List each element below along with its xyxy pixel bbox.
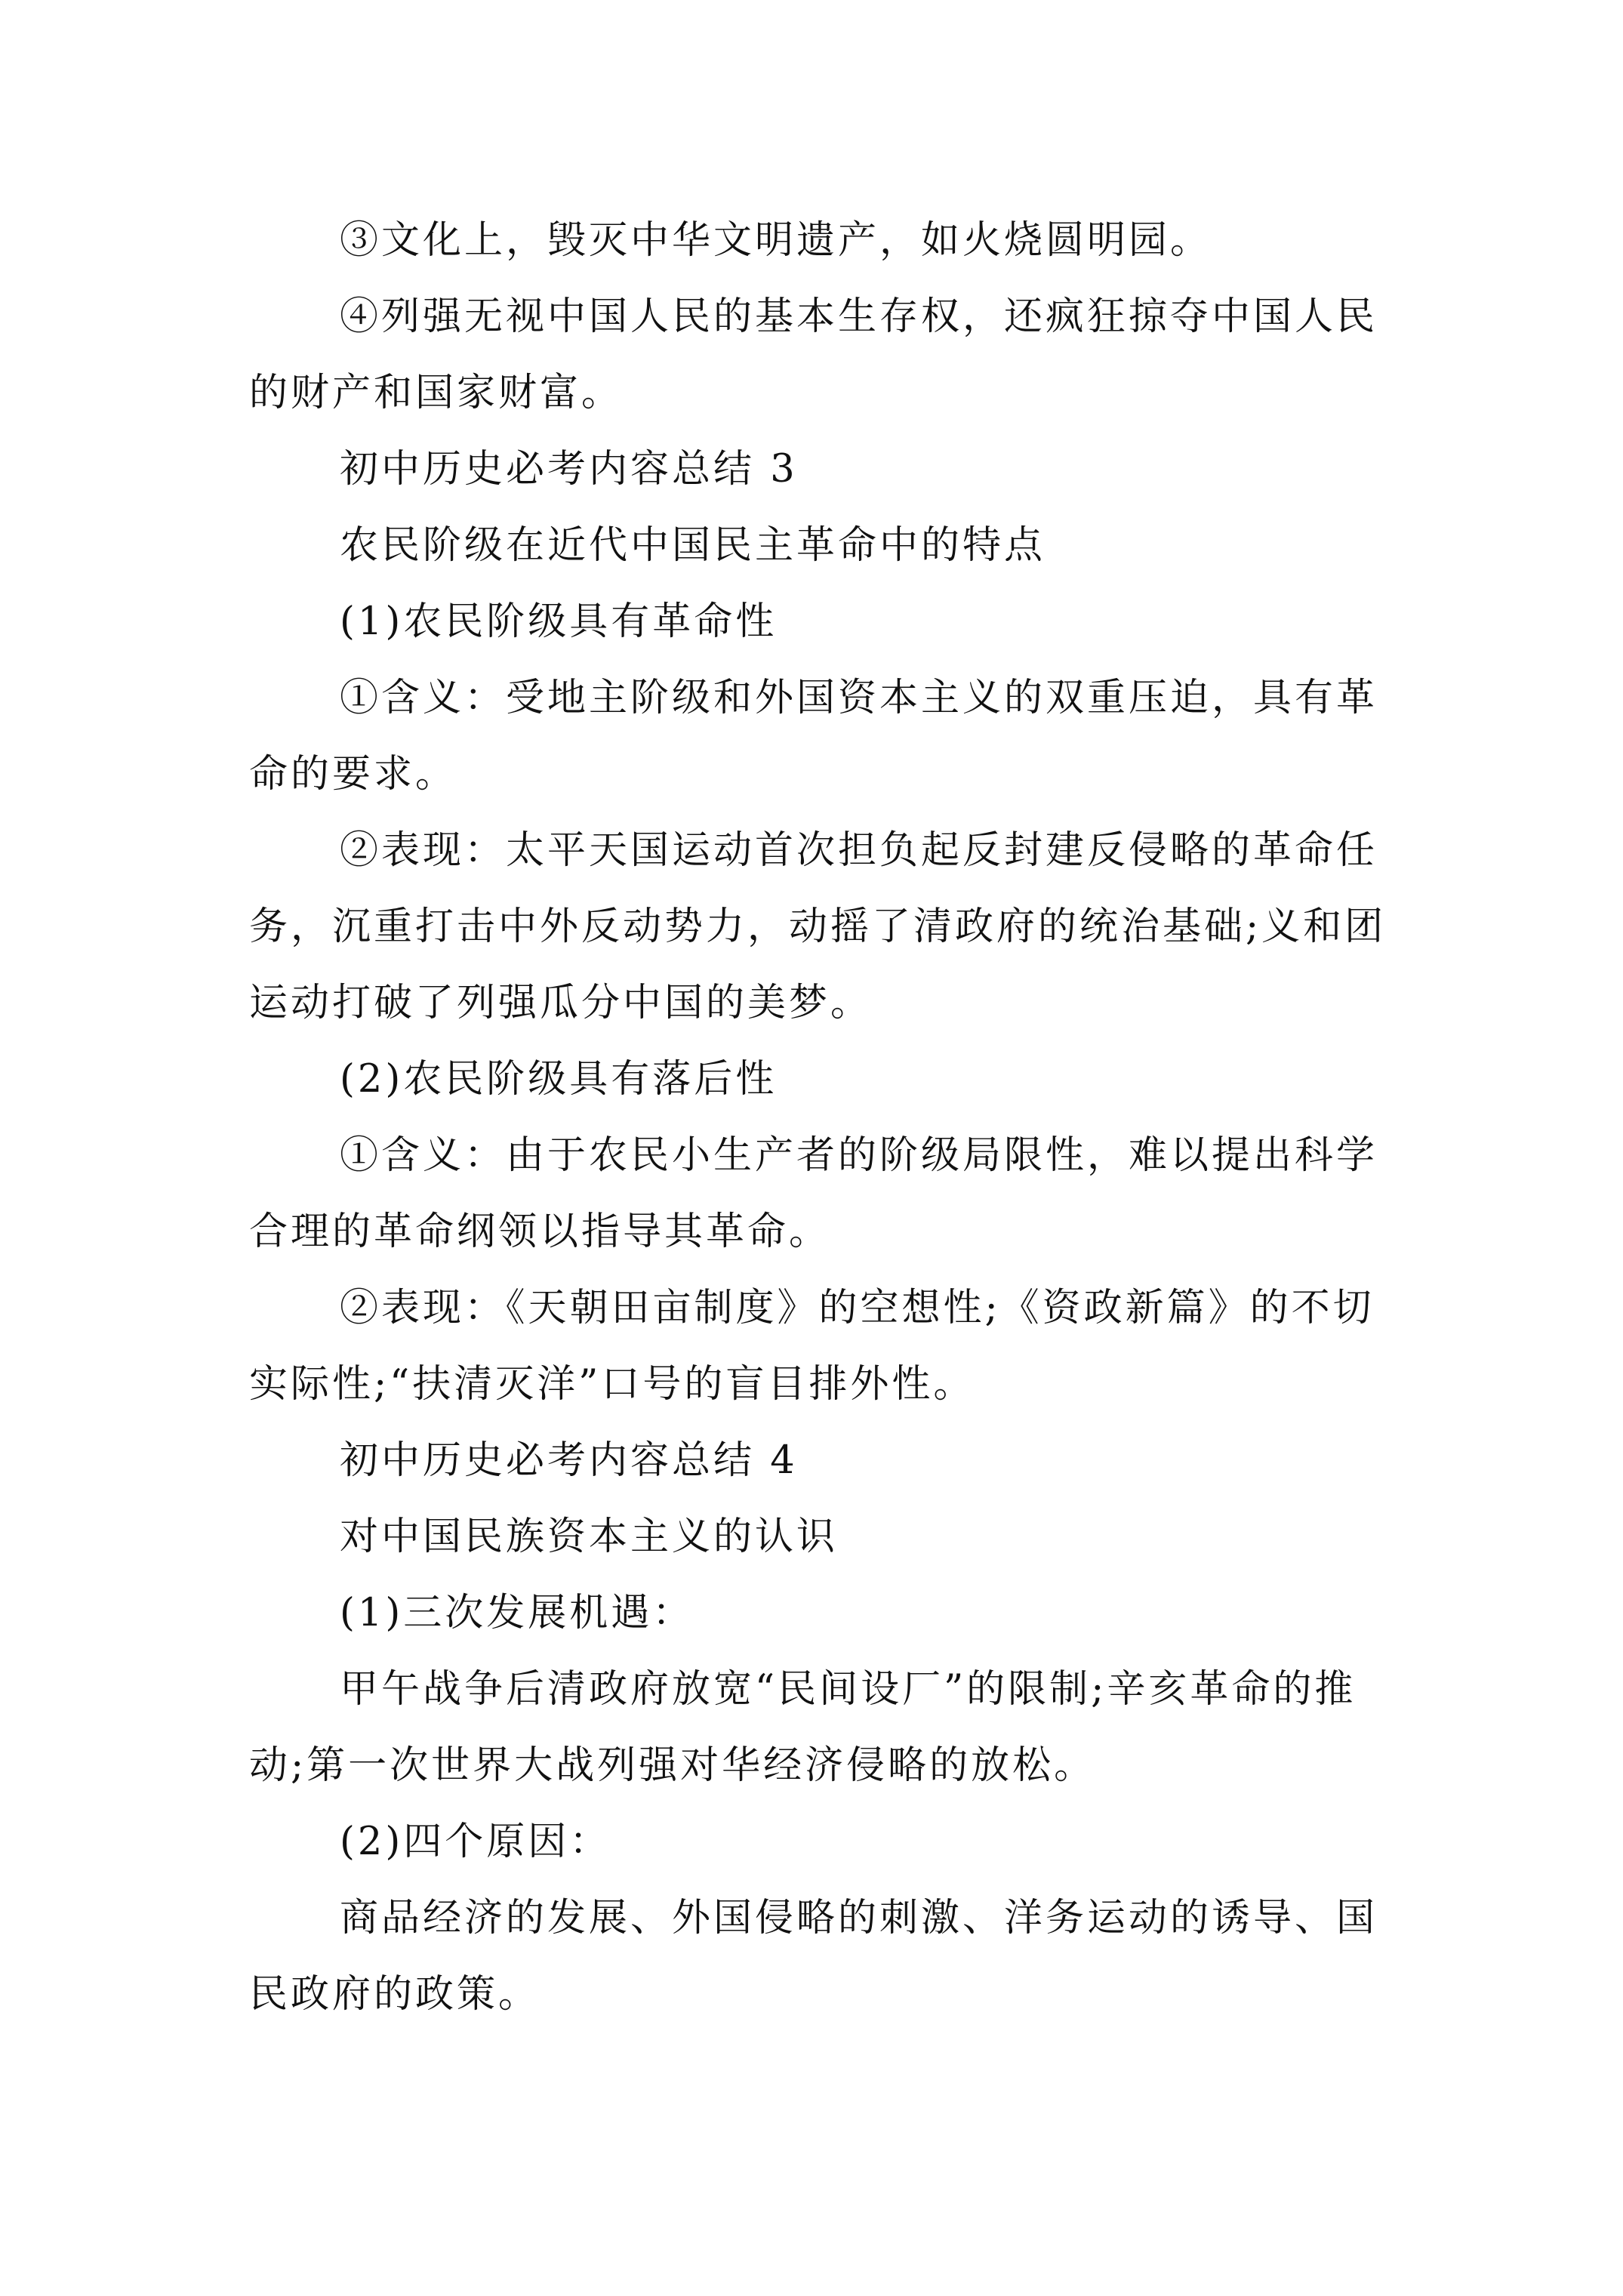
- section-heading-3: 初中历史必考内容总结 3: [340, 447, 798, 492]
- subheading-four-reasons: (2)四个原因：: [340, 1820, 611, 1864]
- topic-title-peasant-class: 农民阶级在近代中国民主革命中的特点: [340, 523, 1046, 568]
- paragraph-opportunities: 甲午战争后清政府放宽“民间设厂”的限制;辛亥革命的推动;第一次世界大战列强对华经济侵略的放松。: [249, 1667, 1357, 1788]
- paragraph-backward-manifestation: ②表现：《天朝田亩制度》的空想性;《资政新篇》的不切实际性;“扶清灭洋”口号的盲目排外性。: [249, 1286, 1375, 1407]
- document-body: [249, 202, 1389, 2032]
- paragraph-backward-meaning: ①含义：由于农民小生产者的阶级局限性，难以提出科学合理的革命纲领以指导其革命。: [249, 1133, 1378, 1254]
- paragraph-reasons: 商品经济的发展、外国侵略的刺激、洋务运动的诱导、国民政府的政策。: [249, 1896, 1378, 2017]
- section-heading-4: 初中历史必考内容总结 4: [340, 1438, 798, 1483]
- paragraph-revolutionary-meaning: ①含义：受地主阶级和外国资本主义的双重压迫，具有革命的要求。: [249, 676, 1378, 797]
- subheading-revolutionary: (1)农民阶级具有革命性: [340, 599, 778, 644]
- paragraph-revolutionary-manifestation: ②表现：太平天国运动首次担负起反封建反侵略的革命任务，沉重打击中外反动势力，动摇了清政府的统治基础;义和团运动打破了列强瓜分中国的美梦。: [249, 828, 1387, 1025]
- subheading-backward: (2)农民阶级具有落后性: [340, 1057, 778, 1102]
- topic-title-national-capitalism: 对中国民族资本主义的认识: [340, 1515, 839, 1559]
- paragraph-plunder: ④列强无视中国人民的基本生存权，还疯狂掠夺中国人民的财产和国家财富。: [249, 294, 1378, 415]
- paragraph-culture-destruction: ③文化上，毁灭中华文明遗产，如火烧圆明园。: [340, 218, 1212, 263]
- subheading-three-opportunities: (1)三次发展机遇：: [340, 1591, 694, 1635]
